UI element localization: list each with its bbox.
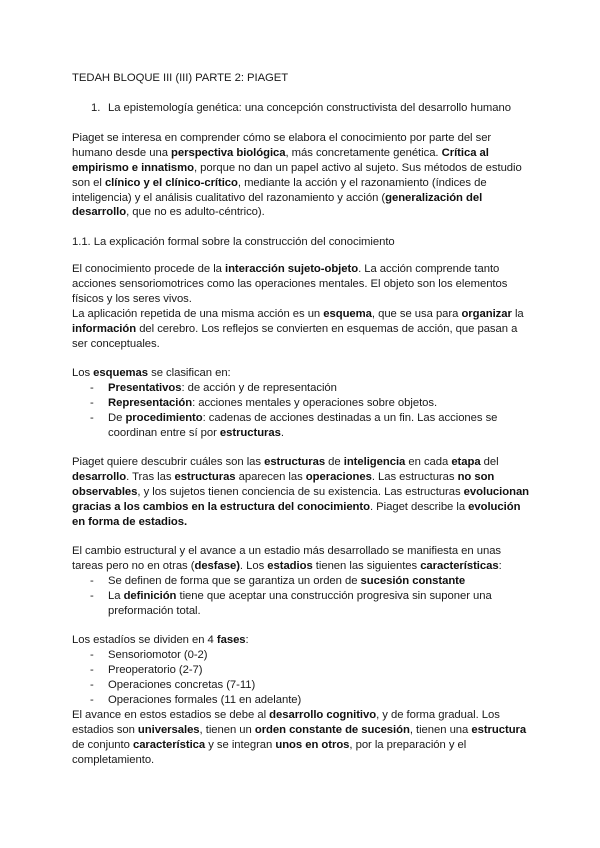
- text-run: : de acción y de representación: [181, 382, 337, 394]
- text-run: El avance en estos estadios se debe al: [72, 709, 270, 721]
- heading-2: 1.1. La explicación formal sobre la construcción del conocimiento: [72, 236, 395, 248]
- list-dash: -: [90, 412, 94, 424]
- p1-line: [72, 131, 491, 146]
- text-run: , porque no dan un papel activo al sujeto. Sus métodos de estudio: [194, 162, 522, 174]
- p2-line: [72, 292, 192, 307]
- heading-1-number: 1.: [91, 102, 101, 114]
- p5-line: [72, 559, 502, 574]
- heading-1-text: La epistemología genética: una concepción constructivista del desarrollo humano: [108, 102, 511, 114]
- p5-line: [72, 544, 501, 559]
- bold-text: sucesión constante: [360, 575, 466, 587]
- p6-intro: [72, 633, 249, 648]
- bold-text: universales: [137, 724, 200, 736]
- p1-line: [72, 205, 265, 220]
- p2-line: [72, 337, 160, 352]
- list-dash: -: [90, 694, 94, 706]
- text-run: El cambio estructural y el avance a un estadio más desarrollado se manifiesta en unas: [72, 545, 502, 557]
- text-run: , mediante la acción y el razonamiento (índices de: [237, 177, 487, 189]
- bold-text: estructuras: [174, 471, 236, 483]
- text-run: coordinan entre sí por: [108, 427, 220, 439]
- list-item-continuation: [108, 426, 284, 441]
- text-run: , y los sujetos tienen conciencia de su existencia. Las estructuras: [137, 486, 464, 498]
- text-run: Piaget quiere descubrir cuáles son las: [72, 456, 265, 468]
- bold-text: clínico y el clínico-crítico: [104, 177, 238, 189]
- stage-item: Operaciones concretas (7-11): [108, 679, 256, 691]
- bold-text: característica: [132, 739, 206, 751]
- text-run: Se definen de forma que se garantiza un orden de: [108, 575, 361, 587]
- list-dash: -: [90, 575, 94, 587]
- text-run: en cada: [405, 456, 452, 468]
- bold-text: etapa: [451, 456, 481, 468]
- text-run: : cadenas de acciones destinadas a un fin. Las acciones se: [202, 412, 498, 424]
- p2-line: [72, 277, 507, 292]
- bold-text: organizar: [461, 308, 512, 320]
- bold-text: generalización del: [385, 192, 483, 204]
- bold-text: definición: [123, 590, 177, 602]
- bold-text: evolucionan: [463, 486, 530, 498]
- text-run: , tienen una: [409, 724, 472, 736]
- text-run: . Piaget describe la: [369, 501, 469, 513]
- p4-line: [72, 485, 529, 500]
- text-run: De: [108, 412, 126, 424]
- text-run: Los estadíos se dividen en 4: [72, 634, 217, 646]
- text-run: , y de forma gradual. Los: [376, 709, 500, 721]
- bold-text: orden constante de sucesión: [254, 724, 410, 736]
- text-run: aparecen las: [235, 471, 306, 483]
- bold-text: estructuras: [219, 427, 281, 439]
- text-run: :: [498, 560, 502, 572]
- p1-line: [72, 176, 487, 191]
- text-run: , tienen un: [199, 724, 255, 736]
- text-run: , por la preparación y el: [349, 739, 467, 751]
- list-dash: -: [90, 649, 94, 661]
- text-run: :: [245, 634, 249, 646]
- text-run: humano desde una: [72, 147, 172, 159]
- p2-line: [72, 262, 499, 277]
- bold-text: gracias a los cambios en la estructura del conocimiento: [72, 501, 370, 513]
- bold-text: interacción sujeto-objeto: [224, 263, 359, 275]
- bold-text: esquemas: [93, 367, 149, 379]
- list-dash: -: [90, 590, 94, 602]
- text-run: . Las estructuras: [371, 471, 458, 483]
- bold-text: estadios: [267, 560, 313, 572]
- text-run: , que no es adulto-céntrico).: [126, 206, 265, 218]
- bold-text: operaciones: [305, 471, 372, 483]
- document-title: TEDAH BLOQUE III (III) PARTE 2: PIAGET: [72, 72, 289, 84]
- text-run: tienen las siguientes: [312, 560, 421, 572]
- bold-text: perspectiva biológica: [171, 147, 286, 159]
- list-item: [108, 396, 437, 411]
- text-run: ser conceptuales.: [72, 338, 160, 350]
- bold-text: no son: [457, 471, 495, 483]
- text-run: .: [280, 427, 284, 439]
- list-item: [108, 574, 465, 589]
- bold-text: unos en otros: [275, 739, 350, 751]
- bold-text: Representación: [108, 397, 193, 409]
- list-item: [108, 589, 492, 604]
- text-run: La aplicación repetida de una misma acción es un: [72, 308, 324, 320]
- p4-line: [72, 515, 187, 530]
- text-run: . Tras las: [126, 471, 175, 483]
- bold-text: desarrollo: [72, 206, 127, 218]
- p2-line: [72, 307, 524, 322]
- bold-text: observables: [72, 486, 138, 498]
- list-dash: -: [90, 664, 94, 676]
- bold-text: estructura: [471, 724, 527, 736]
- text-run: son el: [72, 177, 105, 189]
- text-run: : acciones mentales y operaciones sobre objetos.: [192, 397, 438, 409]
- text-run: La: [108, 590, 124, 602]
- p2-line: [72, 322, 517, 337]
- bold-text: inteligencia: [343, 456, 406, 468]
- p3-intro: [72, 366, 231, 381]
- p7-line: [72, 723, 526, 738]
- stage-item: Sensoriomotor (0-2): [108, 649, 208, 661]
- bold-text: fases: [216, 634, 246, 646]
- p1-line: [72, 191, 482, 206]
- text-run: . La acción comprende tanto: [358, 263, 500, 275]
- text-run: Los: [72, 367, 94, 379]
- stage-item: Operaciones formales (11 en adelante): [108, 694, 302, 706]
- list-dash: -: [90, 382, 94, 394]
- bold-text: estructuras: [264, 456, 326, 468]
- p4-line: [72, 500, 520, 515]
- list-item: [108, 381, 337, 396]
- text-run: y se integran: [205, 739, 276, 751]
- text-run: preformación total.: [108, 605, 201, 617]
- stage-item: Preoperatorio (2-7): [108, 664, 203, 676]
- text-run: El conocimiento procede de la: [72, 263, 225, 275]
- text-run: físicos y los seres vivos.: [72, 293, 192, 305]
- p7-line: [72, 753, 154, 768]
- bold-text: procedimiento: [125, 412, 203, 424]
- bold-text: Crítica al: [441, 147, 489, 159]
- p7-line: [72, 738, 466, 753]
- bold-text: esquema: [323, 308, 372, 320]
- p1-line: [72, 161, 522, 176]
- text-run: , más concretamente genética.: [285, 147, 442, 159]
- list-dash: -: [90, 679, 94, 691]
- text-run: del cerebro. Los reflejos se convierten en esquemas de acción, que pasan a: [136, 323, 518, 335]
- list-item-continuation: [108, 604, 201, 619]
- text-run: tareas pero no en otras (: [72, 560, 195, 572]
- text-run: Piaget se interesa en comprender cómo se elabora el conocimiento por parte del ser: [72, 132, 492, 144]
- text-run: se clasifican en:: [148, 367, 231, 379]
- text-run: . Los: [239, 560, 268, 572]
- p7-line: [72, 708, 500, 723]
- text-run: completamiento.: [72, 754, 155, 766]
- bold-text: desfase): [194, 560, 240, 572]
- list-item: [108, 411, 497, 426]
- p1-line: [72, 146, 489, 161]
- bold-text: empirismo e innatismo: [72, 162, 194, 174]
- text-run: estadios son: [72, 724, 138, 736]
- bold-text: desarrollo: [72, 471, 127, 483]
- text-run: tiene que aceptar una construcción progresiva sin suponer una: [176, 590, 492, 602]
- text-run: , que se usa para: [371, 308, 462, 320]
- bold-text: características: [420, 560, 499, 572]
- bold-text: Presentativos: [108, 382, 182, 394]
- list-dash: -: [90, 397, 94, 409]
- bold-text: desarrollo cognitivo: [269, 709, 377, 721]
- bold-text: en forma de estadios.: [72, 516, 188, 528]
- bold-text: información: [72, 323, 137, 335]
- text-run: inteligencia) y el análisis cualitativo del razonamiento y acción (: [72, 192, 386, 204]
- bold-text: evolución: [468, 501, 521, 513]
- text-run: del: [480, 456, 499, 468]
- text-run: de: [325, 456, 344, 468]
- text-run: de conjunto: [72, 739, 133, 751]
- text-run: acciones sensoriomotrices como las operaciones mentales. El objeto son los elementos: [72, 278, 508, 290]
- text-run: la: [511, 308, 524, 320]
- p4-line: [72, 455, 499, 470]
- p4-line: [72, 470, 494, 485]
